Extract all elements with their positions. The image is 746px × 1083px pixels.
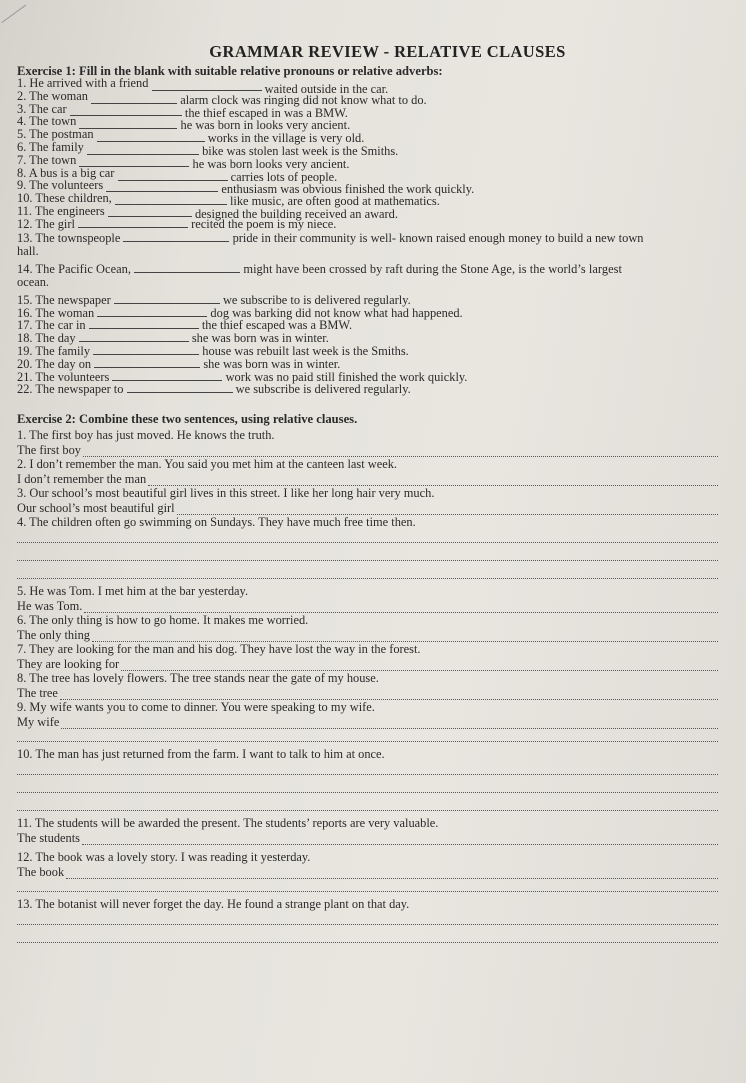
blank-line xyxy=(152,81,262,91)
blank-line xyxy=(79,157,189,167)
ex1-item-17: 17. The car in the thief escaped was a BMW. xyxy=(17,318,353,333)
blank-line xyxy=(97,132,205,142)
ex2-question-5: 5. He was Tom. I met him at the bar yesterday. xyxy=(17,583,249,598)
ex2-answer-1: The first boy xyxy=(17,443,718,457)
blank-line xyxy=(112,371,222,381)
ex1-item-20: 20. The day on she was born was in winter. xyxy=(17,356,341,371)
ex2-answer-12: The book xyxy=(17,865,718,879)
answer-dotted-line xyxy=(17,912,718,925)
blank-line xyxy=(118,171,228,181)
answer-dotted-line xyxy=(66,868,718,879)
ex2-answer-6: The only thing xyxy=(17,628,718,642)
ex1-item-22: 22. The newspaper to we subscribe is delivered regularly. xyxy=(17,382,411,397)
ex2-question-2: 2. I don’t remember the man. You said you met him at the canteen last week. xyxy=(17,456,398,471)
blank-line xyxy=(123,232,229,242)
ex2-question-1: 1. The first boy has just moved. He knows the truth. xyxy=(17,427,275,442)
answer-dotted-line xyxy=(177,504,718,515)
ex1-item-6: 6. The family bike was stolen last week is the Smiths. xyxy=(17,140,399,159)
answer-dotted-line xyxy=(92,631,718,642)
answer-dotted-line xyxy=(60,689,718,700)
ex1-item-19: 19. The family house was rebuilt last week is the Smiths. xyxy=(17,344,409,359)
ex2-question-4: 4. The children often go swimming on Sundays. They have much free time then. xyxy=(17,514,416,529)
blank-line xyxy=(134,263,240,273)
answer-dotted-line xyxy=(17,793,718,811)
blank-line xyxy=(89,319,199,329)
ex1-item-15: 15. The newspaper we subscribe to is delivered regularly. xyxy=(17,292,411,307)
ex1-item-5: 5. The postman works in the village is very old. xyxy=(17,127,365,146)
exercise-2 xyxy=(17,413,718,943)
blank-line xyxy=(93,345,199,355)
ex1-item-16: 16. The woman dog was barking did not know what had happened. xyxy=(17,305,463,320)
ex1-item-7: 7. The town he was born looks very ancient. xyxy=(17,152,350,171)
ex2-question-8: 8. The tree has lovely flowers. The tree stands near the gate of my house. xyxy=(17,670,379,685)
blank-line xyxy=(106,182,218,192)
blank-line xyxy=(79,332,189,342)
ex2-question-12: 12. The book was a lovely story. I was reading it yesterday. xyxy=(17,849,311,864)
ex2-answer-7: They are looking for xyxy=(17,657,718,671)
answer-dotted-line xyxy=(17,762,718,775)
ex2-question-7: 7. They are looking for the man and his dog. They have lost the way in the forest. xyxy=(17,641,421,656)
ex2-answer-9: My wife xyxy=(17,715,718,729)
ex1-item-13-cont: hall. xyxy=(17,244,39,259)
ex1-item-2: 2. The woman alarm clock was ringing did not know what to do. xyxy=(17,88,427,107)
blank-line xyxy=(79,119,177,129)
blank-line xyxy=(97,307,207,317)
answer-dotted-line xyxy=(121,660,718,671)
answer-dotted-line xyxy=(148,475,718,486)
answer-dotted-line xyxy=(17,775,718,793)
ex2-question-9: 9. My wife wants you to come to dinner. You were speaking to my wife. xyxy=(17,699,375,714)
ex2-question-11: 11. The students will be awarded the present. The students’ reports are very valuable. xyxy=(17,815,439,830)
blank-line xyxy=(70,106,182,116)
blank-line xyxy=(91,94,177,104)
ex2-answer-3: Our school’s most beautiful girl xyxy=(17,501,718,515)
ex1-item-14: 14. The Pacific Ocean, might have been crossed by raft during the Stone Age, is the world’s largest xyxy=(17,262,623,277)
answer-dotted-line xyxy=(17,543,718,561)
blank-line xyxy=(78,218,188,228)
answer-dotted-line xyxy=(17,561,718,579)
blank-line xyxy=(94,358,200,368)
exercise-2-heading: Exercise 2: Combine these two sentences, using relative clauses. xyxy=(17,412,358,427)
ex1-item-12: 12. The girl recited the poem is my niece. xyxy=(17,216,337,231)
ex1-item-1: 1. He arrived with a friend waited outside in the car. xyxy=(17,76,389,97)
ex2-answer-8: The tree xyxy=(17,686,718,700)
answer-dotted-line xyxy=(17,530,718,543)
ex1-item-4: 4. The town he was born in looks very ancient. xyxy=(17,114,351,133)
ex2-question-10: 10. The man has just returned from the farm. I want to talk to him at once. xyxy=(17,746,385,761)
ex2-answer-2: I don’t remember the man xyxy=(17,472,718,486)
ex1-item-13: 13. The townspeople pride in their community is well- known raised enough money to build a new town xyxy=(17,230,644,245)
ex1-item-18: 18. The day she was born was in winter. xyxy=(17,331,329,346)
answer-dotted-line xyxy=(17,879,718,892)
ex1-item-21: 21. The volunteers work was no paid still finished the work quickly. xyxy=(17,369,468,384)
ex1-item-3: 3. The car the thief escaped in was a BMW. xyxy=(17,101,348,120)
page-fold-mark xyxy=(0,0,26,23)
ex1-item-9: 9. The volunteers enthusiasm was obvious finished the work quickly. xyxy=(17,178,475,197)
blank-line xyxy=(108,207,192,217)
blank-line xyxy=(87,145,199,155)
answer-dotted-line xyxy=(17,925,718,943)
ex1-item-14-cont: ocean. xyxy=(17,275,49,290)
ex1-item-8: 8. A bus is a big car carries lots of people. xyxy=(17,165,338,184)
ex2-question-6: 6. The only thing is how to go home. It makes me worried. xyxy=(17,612,309,627)
blank-line xyxy=(127,383,233,393)
blank-line xyxy=(114,294,220,304)
answer-dotted-line xyxy=(83,446,718,457)
exercise-1 xyxy=(17,65,718,397)
ex2-question-3: 3. Our school’s most beautiful girl lives in this street. I like her long hair very much. xyxy=(17,485,435,500)
ex2-answer-11: The students xyxy=(17,831,718,845)
answer-dotted-line xyxy=(61,718,718,729)
answer-dotted-line xyxy=(84,602,718,613)
exercise-1-heading: Exercise 1: Fill in the blank with suitable relative pronouns or relative adverbs: xyxy=(17,63,443,78)
blank-line xyxy=(115,195,227,205)
ex2-answer-5: He was Tom. xyxy=(17,599,718,613)
worksheet-title: GRAMMAR REVIEW - RELATIVE CLAUSES xyxy=(209,42,566,61)
answer-dotted-line xyxy=(17,729,718,742)
ex2-question-13: 13. The botanist will never forget the day. He found a strange plant on that day. xyxy=(17,896,410,911)
ex1-item-11: 11. The engineers designed the building received an award. xyxy=(17,204,398,222)
answer-dotted-line xyxy=(82,834,718,845)
ex1-item-10: 10. These children, like music, are often good at mathematics. xyxy=(17,191,440,209)
